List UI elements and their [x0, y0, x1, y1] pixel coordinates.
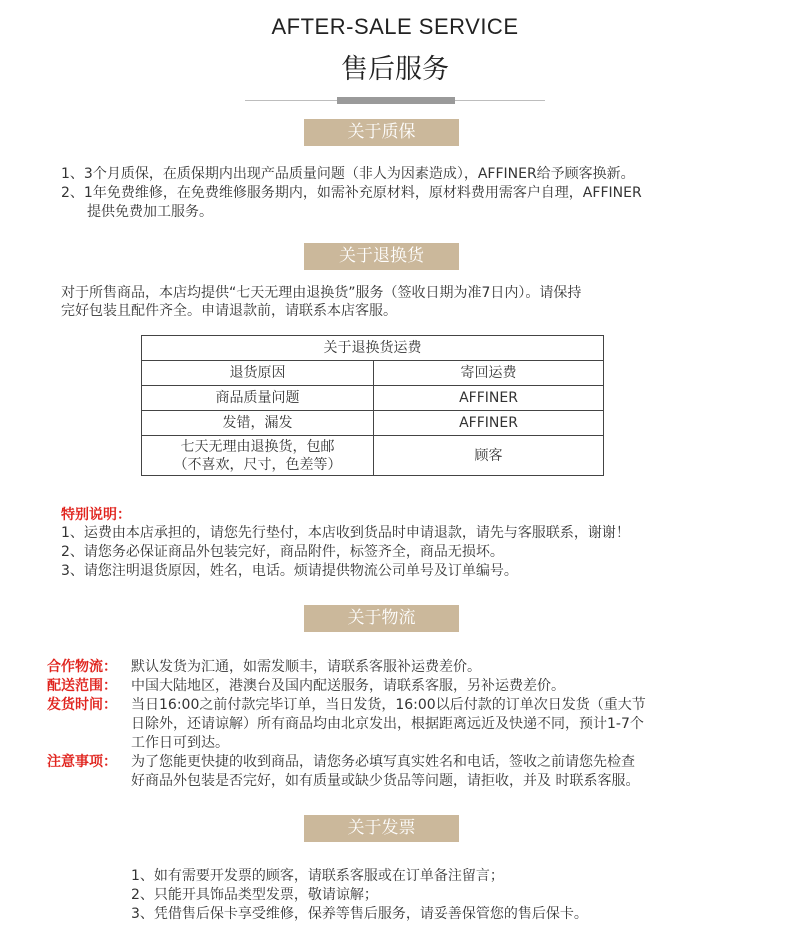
- logistics-range: [47, 677, 565, 696]
- table-cell-fee: 顾客: [374, 436, 604, 476]
- divider-accent: [337, 97, 455, 104]
- logistics-partner-text: 默认发货为汇通，如需发顺丰，请联系客服补运费差价。: [131, 659, 481, 675]
- table-cell-reason-line-2: （不喜欢，尺寸，色差等）: [173, 456, 342, 473]
- logistics-range-text: 中国大陆地区，港澳台及国内配送服务，请联系客服，另补运费差价。: [131, 678, 565, 694]
- table-cell-reason-line-1: 七天无理由退换货，包邮: [180, 438, 335, 455]
- logistics-notice-text-2: 好商品外包装是否完好，如有质量或缺少货品等问题，请拒收，并及 时联系客服。: [131, 773, 640, 789]
- logistics-notice-text-1: 为了您能更快捷的收到商品，请您务必填写真实姓名和电话，签收之前请您先检查: [131, 754, 635, 770]
- logistics-time-text-1: 当日16:00之前付款完毕订单，当日发货，16:00以后付款的订单次日发货（重大节: [131, 697, 646, 713]
- invoice-item-2: 2、只能开具饰品类型发票，敬请谅解；: [131, 887, 378, 903]
- returns-badge: 关于退换货: [304, 243, 459, 270]
- invoice-badge: 关于发票: [304, 815, 459, 842]
- logistics-time-label: 发货时间：: [47, 697, 117, 713]
- table-cell-reason: 发错，漏发: [142, 411, 374, 436]
- table-header-reason: 退货原因: [142, 361, 374, 386]
- logistics-range-label: 配送范围：: [47, 678, 117, 694]
- warranty-item-2-cont: 提供免费加工服务。: [87, 204, 213, 220]
- returns-intro-2: 完好包装且配件齐全。申请退款前，请联系本店客服。: [61, 303, 397, 319]
- table-row: [142, 336, 604, 361]
- warranty-item-2: 2、1年免费维修，在免费维修服务期内，如需补充原材料，原材料费用需客户自理，AFFINER: [61, 185, 642, 201]
- warranty-item-1: 1、3个月质保，在质保期内出现产品质量问题（非人为因素造成），AFFINER给予顾客换新。: [61, 166, 635, 182]
- special-note-2: 2、请您务必保证商品外包装完好，商品附件，标签齐全，商品无损坏。: [61, 544, 504, 560]
- invoice-item-1: 1、如有需要开发票的顾客，请联系客服或在订单备注留言；: [131, 868, 504, 884]
- table-row: [142, 436, 604, 476]
- table-row: [142, 411, 604, 436]
- logistics-badge: 关于物流: [304, 605, 459, 632]
- table-header-fee: 寄回运费: [374, 361, 604, 386]
- warranty-badge: 关于质保: [304, 119, 459, 146]
- logistics-partner: [47, 658, 481, 677]
- logistics-notice-label: 注意事项：: [47, 754, 117, 770]
- title-english: AFTER-SALE SERVICE: [271, 14, 519, 39]
- table-cell-reason: [142, 436, 374, 476]
- special-note-label: 特别说明：: [61, 507, 131, 523]
- table-cell-fee: AFFINER: [374, 411, 604, 436]
- table-cell-reason: 商品质量问题: [142, 386, 374, 411]
- special-note-1: 1、运费由本店承担的，请您先行垫付，本店收到货品时申请退款，请先与客服联系，谢谢！: [61, 525, 630, 541]
- logistics-partner-label: 合作物流：: [47, 659, 117, 675]
- invoice-item-3: 3、凭借售后保卡享受维修，保养等售后服务，请妥善保管您的售后保卡。: [131, 906, 588, 922]
- logistics-time-text-3: 工作日可到达。: [131, 735, 229, 751]
- logistics-time-text-2: 日除外，还请谅解）所有商品均由北京发出，根据距离远近及快递不同，预计1-7个: [131, 716, 644, 732]
- title-chinese: 售后服务: [341, 54, 449, 85]
- table-cell-fee: AFFINER: [374, 386, 604, 411]
- return-shipping-table: [141, 335, 604, 476]
- logistics-notice: [47, 753, 635, 772]
- returns-intro-1: 对于所售商品，本店均提供“七天无理由退换货”服务（签收日期为准7日内）。请保持: [61, 285, 582, 301]
- logistics-time: [47, 696, 646, 715]
- table-row: [142, 361, 604, 386]
- table-row: [142, 386, 604, 411]
- special-note-3: 3、请您注明退货原因，姓名，电话。烦请提供物流公司单号及订单编号。: [61, 563, 518, 579]
- table-title: 关于退换货运费: [142, 336, 604, 361]
